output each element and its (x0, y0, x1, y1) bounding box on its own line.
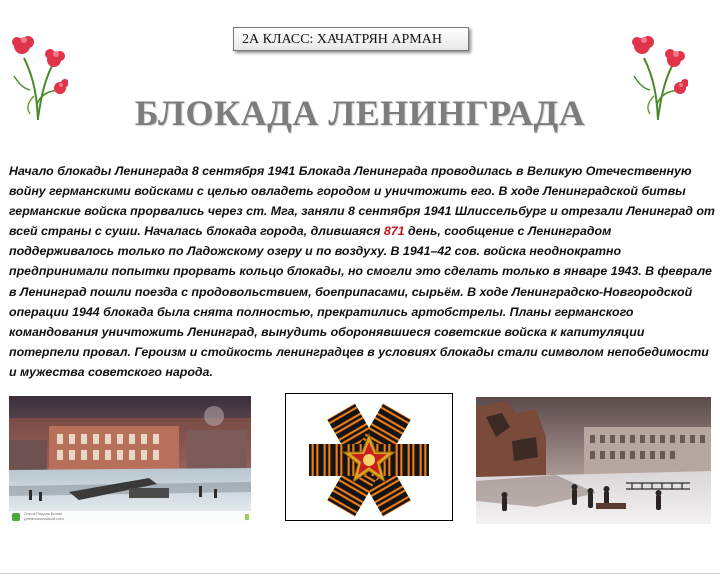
image-watermark (9, 511, 251, 523)
watermark-marker-icon (245, 514, 249, 520)
watermark-text: Ольга Ридолк Билан Дневниеонайкой.com (24, 511, 64, 521)
author-label: 2А КЛАСС: ХАЧАТРЯН АРМАН (233, 27, 469, 51)
st-george-ribbon-picture (285, 393, 453, 521)
watermark-logo-icon (12, 513, 20, 521)
bottom-divider (0, 573, 720, 574)
photo-winter-street (476, 397, 711, 524)
body-paragraph (9, 161, 715, 382)
page-title: БЛОКАДА ЛЕНИНГРАДА (134, 93, 586, 133)
body-text-part-1: Начало блокады Ленинграда 8 сентября 1941 Блокада Ленинграда проводилась в Великую Отечественную войну германскими войсками с целью овладеть городом и уничтожить его. В ходе Ленинградской битвы германские войска прорвались через ст. Мга, заняли 8 сентября 1941 Шлиссельбург и отрезали Ленинград от всей страны с суши. Началась блокада города, длившаяся (9, 164, 715, 239)
photo-blockade-city (9, 396, 251, 523)
highlight-number: 871 (383, 224, 405, 239)
body-text-part-2: день, сообщение с Ленинградом поддерживалось только по Ладожскому озеру и по воздуху. В 1941–42 сов. войска неоднократно предпринимали попытки прорвать кольцо блокады, но смогли это сделать только в январе 1943. В феврале в Ленинград пошли поезда с продовольствием, боеприпасами, сырьём. В ходе Ленинградско-Новгородской операции 1944 блокада была снята полностью, прекратились артобстрелы. Планы германского командования уничтожить Ленинград, вынудить оборонявшиеся советские войска к капитуляции потерпели провал. Героизм и стойкость ленинградцев в условиях блокады стали символом непобедимости и мужества советского народа. (9, 224, 712, 379)
st-george-ribbon-star-icon (286, 394, 452, 520)
